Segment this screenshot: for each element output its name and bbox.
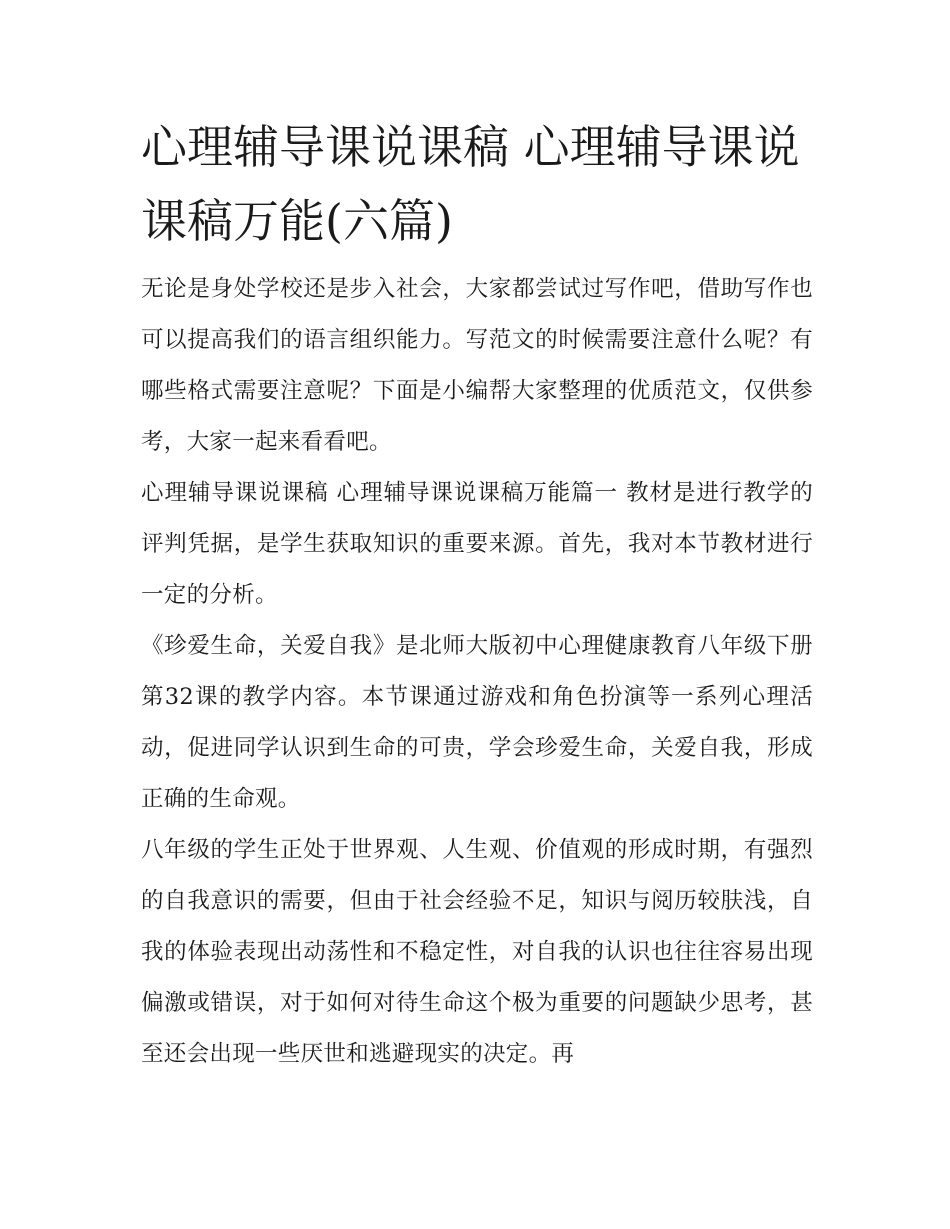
paragraph-textbook-analysis: 《珍爱生命，关爱自我》是北师大版初中心理健康教育八年级下册第32课的教学内容。本节课通过游戏和角色扮演等一系列心理活动，促进同学认识到生命的可贵，学会珍爱生命，关爱自我，形成正确的生命观。 bbox=[141, 633, 813, 812]
paragraph-intro: 无论是身处学校还是步入社会，大家都尝试过写作吧，借助写作也可以提高我们的语言组织能力。写范文的时候需要注意什么呢？有哪些格式需要注意呢？下面是小编帮大家整理的优质范文，仅供参考，大家一起来看看吧。 bbox=[141, 276, 813, 455]
paragraph-student-analysis: 八年级的学生正处于世界观、人生观、价值观的形成时期，有强烈的自我意识的需要，但由于社会经验不足，知识与阅历较肤浅，自我的体验表现出动荡性和不稳定性，对自我的认识也往往容易出现偏激或错误，对于如何对待生命这个极为重要的问题缺少思考，甚至还会出现一些厌世和逃避现实的决定。再 bbox=[141, 837, 813, 1067]
document-title: 心理辅导课说课稿 心理辅导课说课稿万能(六篇) bbox=[141, 120, 800, 248]
document-page bbox=[141, 110, 813, 1080]
paragraph-section-one: 心理辅导课说课稿 心理辅导课说课稿万能篇一 教材是进行教学的评判凭据，是学生获取知识的重要来源。首先，我对本节教材进行一定的分析。 bbox=[141, 480, 813, 608]
